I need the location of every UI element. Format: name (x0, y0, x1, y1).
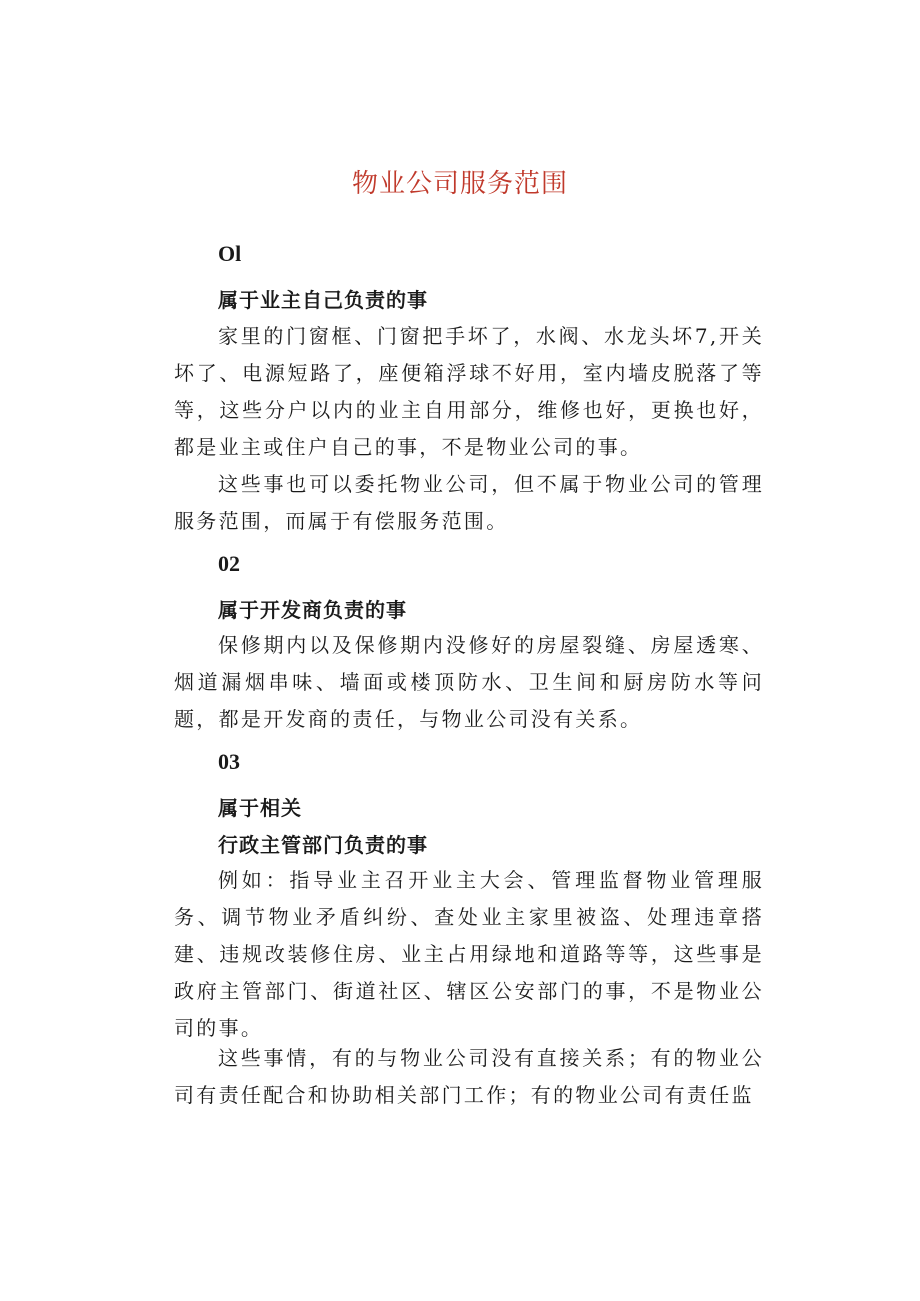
section-number: 03 (218, 749, 240, 774)
section-number: Ol (218, 241, 242, 266)
section-heading: 行政主管部门负责的事 (218, 833, 428, 857)
section-number: 02 (218, 551, 240, 576)
paragraph: 家里的门窗框、门窗把手坏了，水阀、水龙头坏7,开关坏了、电源短路了，座便箱浮球不好用，室内墙皮脱落了等等，这些分户以内的业主自用部分，维修也好，更换也好，都是业主或住户自己的事，不是物业公司的事。 (174, 324, 764, 459)
section-heading: 属于开发商负责的事 (218, 598, 407, 622)
section-heading: 属于相关 (218, 796, 302, 820)
paragraph: 这些事情，有的与物业公司没有直接关系；有的物业公司有责任配合和协助相关部门工作；有的物业公司有责任监 (174, 1046, 764, 1107)
page-title: 物业公司服务范围 (351, 169, 568, 199)
section-heading: 属于业主自己负责的事 (218, 288, 428, 312)
paragraph: 保修期内以及保修期内没修好的房屋裂缝、房屋透寒、烟道漏烟串味、墙面或楼顶防水、卫生间和厨房防水等问题，都是开发商的责任，与物业公司没有关系。 (174, 633, 764, 731)
paragraph: 这些事也可以委托物业公司，但不属于物业公司的管理服务范围，而属于有偿服务范围。 (174, 472, 764, 533)
paragraph: 例如：指导业主召开业主大会、管理监督物业管理服务、调节物业矛盾纠纷、查处业主家里被盗、处理违章搭建、违规改装修住房、业主占用绿地和道路等等，这些事是政府主管部门、街道社区、辖区公安部门的事，不是物业公司的事。 (174, 868, 764, 1040)
